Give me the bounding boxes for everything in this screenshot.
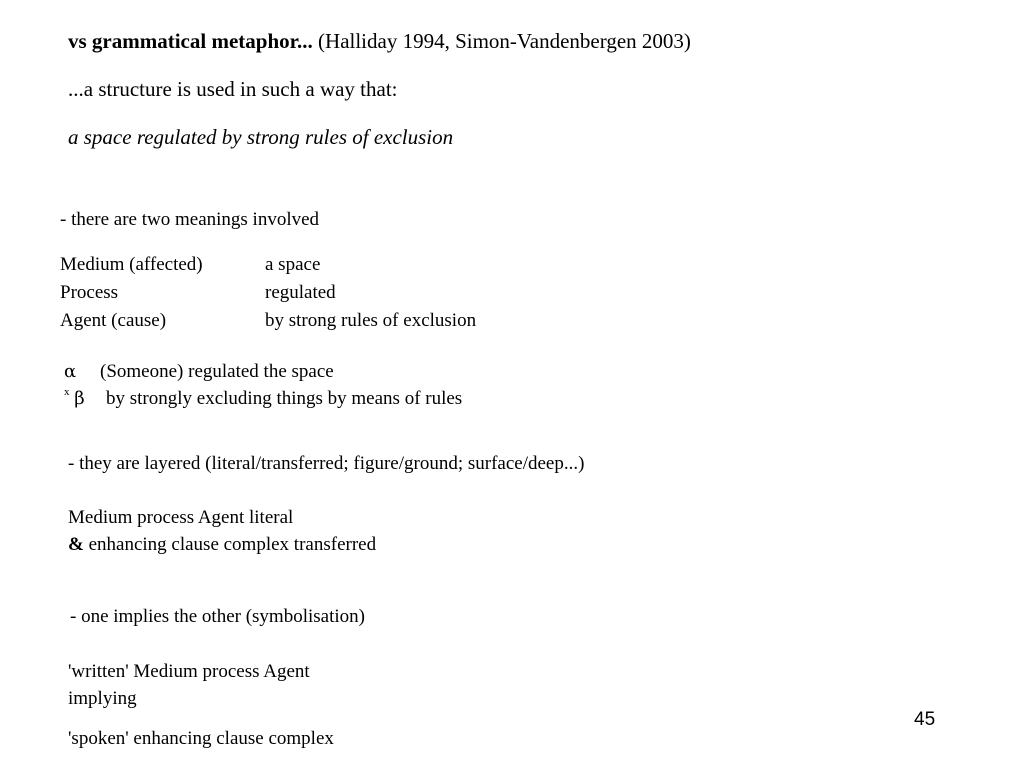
beta-superscript: x	[64, 386, 70, 398]
point-layered: - they are layered (literal/transferred; figure/ground; surface/deep...)	[68, 453, 585, 474]
point-implies: - one implies the other (symbolisation)	[70, 606, 365, 627]
point-two-meanings: - there are two meanings involved	[60, 209, 320, 230]
slide-heading	[68, 31, 691, 52]
beta-clause	[64, 386, 85, 409]
heading-citation: (Halliday 1994, Simon-Vandenbergen 2003)	[312, 29, 691, 53]
analysis-role: Agent (cause)	[60, 310, 167, 331]
analysis-role: Medium (affected)	[60, 254, 203, 275]
intro-line: ...a structure is used in such a way that:	[68, 77, 398, 101]
slide-number: 45	[914, 709, 936, 730]
analysis-role: Process	[60, 282, 119, 303]
alpha-clause-text: (Someone) regulated the space	[100, 361, 334, 382]
spoken-line: 'spoken' enhancing clause complex	[68, 728, 334, 749]
beta-clause-text: by strongly excluding things by means of rules	[106, 388, 463, 409]
implying-line: implying	[68, 688, 137, 709]
alpha-clause	[64, 362, 76, 381]
heading-bold: vs grammatical metaphor...	[68, 29, 313, 53]
layer-transferred	[68, 535, 376, 554]
ampersand: &	[68, 534, 84, 555]
analysis-text: regulated	[265, 282, 336, 303]
beta-symbol: β	[74, 388, 85, 409]
example-sentence: a space regulated by strong rules of exclusion	[68, 125, 454, 149]
analysis-text: a space	[265, 254, 321, 275]
alpha-symbol: α	[64, 361, 77, 382]
layer-transferred-text: enhancing clause complex transferred	[83, 534, 377, 555]
analysis-text: by strong rules of exclusion	[265, 310, 477, 331]
written-line: 'written' Medium process Agent	[68, 661, 310, 682]
layer-literal: Medium process Agent literal	[68, 507, 294, 528]
